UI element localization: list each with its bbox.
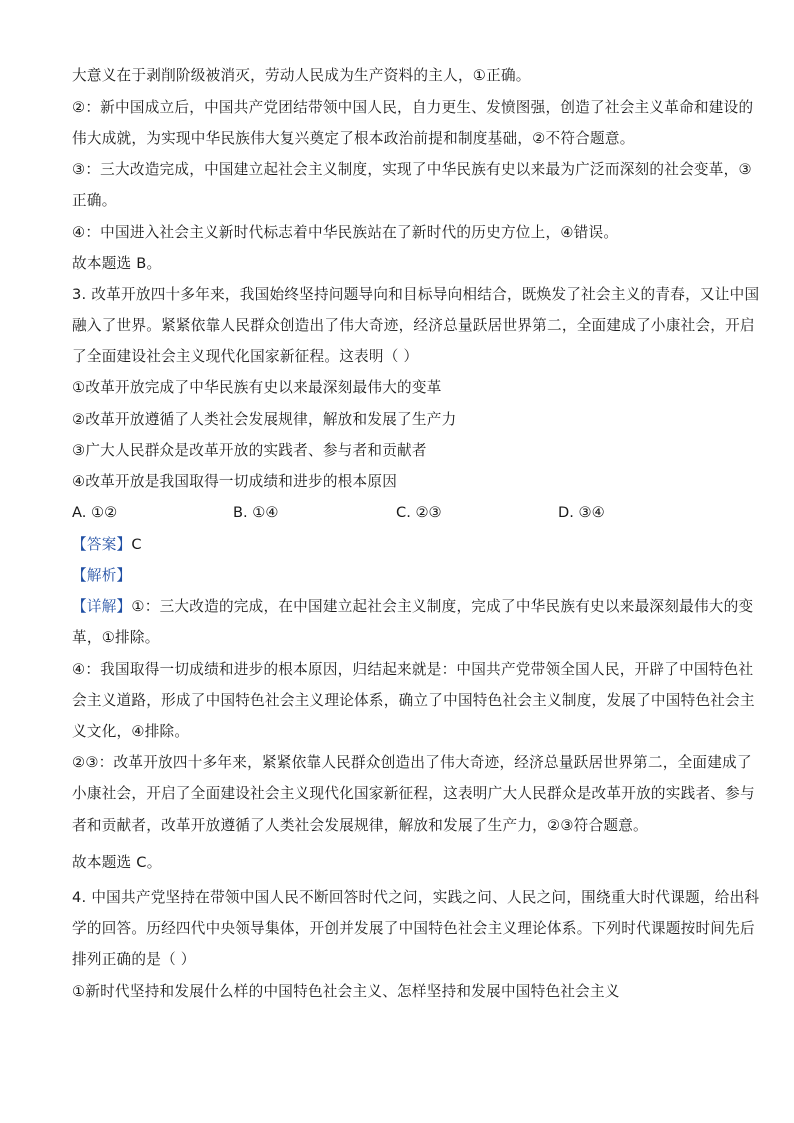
detail-text: ①：三大改造的完成，在中国建立起社会主义制度，完成了中华民族有史以来最深刻最伟大的变 xyxy=(131,598,754,615)
question-3-stem: 融入了世界。紧紧依靠人民群众创造出了伟大奇迹，经济总量跃居世界第二，全面建成了小康社会，开启 xyxy=(72,317,755,334)
text-line: ④：中国进入社会主义新时代标志着中华民族站在了新时代的历史方位上，④错误。 xyxy=(72,224,619,241)
text-line: 小康社会，开启了全面建设社会主义现代化国家新征程，这表明广大人民群众是改革开放的实践者、参与 xyxy=(72,785,755,802)
text-line: ④：我国取得一切成绩和进步的根本原因，归结起来就是：中国共产党带领全国人民，开辟了中国特色社 xyxy=(72,661,754,678)
answer-conclusion: 故本题选 B。 xyxy=(72,255,162,272)
question-3-stem: 3. 改革开放四十多年来，我国始终坚持问题导向和目标导向相结合，既焕发了社会主义的青春，又让中国 xyxy=(72,286,760,303)
question-4-stem: 4. 中国共产党坚持在带领中国人民不断回答时代之问，实践之问、人民之问，围绕重大时代课题，给出科 xyxy=(72,889,760,906)
question-4-stem: 学的回答。历经四代中央领导集体，开创并发展了中国特色社会主义理论体系。下列时代课题按时间先后 xyxy=(72,920,755,937)
answer-value: C xyxy=(131,536,142,553)
statement-1: ①新时代坚持和发展什么样的中国特色社会主义、怎样坚持和发展中国特色社会主义 xyxy=(72,983,620,1000)
text-line: 革，①排除。 xyxy=(72,629,160,646)
statement-3: ③广大人民群众是改革开放的实践者、参与者和贡献者 xyxy=(72,442,427,459)
detail-line xyxy=(72,597,753,617)
text-line: 正确。 xyxy=(72,192,117,209)
text-line: ③：三大改造完成，中国建立起社会主义制度，实现了中华民族有史以来最为广泛而深刻的社会变革，③ xyxy=(72,161,752,178)
text-line: 会主义道路，形成了中国特色社会主义理论体系，确立了中国特色社会主义制度，发展了中国特色社会主 xyxy=(72,692,755,709)
option-b: B. ①④ xyxy=(233,504,279,521)
answer-tag: 【答案】 xyxy=(72,536,132,553)
text-line: 伟大成就，为实现中华民族伟大复兴奠定了根本政治前提和制度基础，②不符合题意。 xyxy=(72,130,635,147)
answer-conclusion: 故本题选 C。 xyxy=(72,854,162,871)
text-line: ②③：改革开放四十多年来，紧紧依靠人民群众创造出了伟大奇迹，经济总量跃居世界第二，全面建成了 xyxy=(72,754,752,771)
text-line: ②：新中国成立后，中国共产党团结带领中国人民，自力更生、发愤图强，创造了社会主义革命和建设的 xyxy=(72,99,754,116)
question-4-stem: 排列正确的是（ ） xyxy=(72,951,196,968)
statement-2: ②改革开放遵循了人类社会发展规律，解放和发展了生产力 xyxy=(72,411,457,428)
detail-tag: 【详解】 xyxy=(72,598,132,615)
statement-1: ①改革开放完成了中华民族有史以来最深刻最伟大的变革 xyxy=(72,379,442,396)
text-line: 义文化，④排除。 xyxy=(72,723,190,740)
option-d: D. ③④ xyxy=(558,504,605,521)
option-a: A. ①② xyxy=(72,504,118,521)
text-line: 大意义在于剥削阶级被消灭，劳动人民成为生产资料的主人，①正确。 xyxy=(72,67,531,84)
analysis-tag: 【解析】 xyxy=(72,567,132,584)
text-line: 者和贡献者，改革开放遵循了人类社会发展规律，解放和发展了生产力，②③符合题意。 xyxy=(72,817,648,834)
question-3-stem: 了全面建设社会主义现代化国家新征程。这表明（ ） xyxy=(72,348,419,365)
statement-4: ④改革开放是我国取得一切成绩和进步的根本原因 xyxy=(72,473,398,490)
answer-line xyxy=(72,535,142,555)
option-c: C. ②③ xyxy=(396,504,442,521)
